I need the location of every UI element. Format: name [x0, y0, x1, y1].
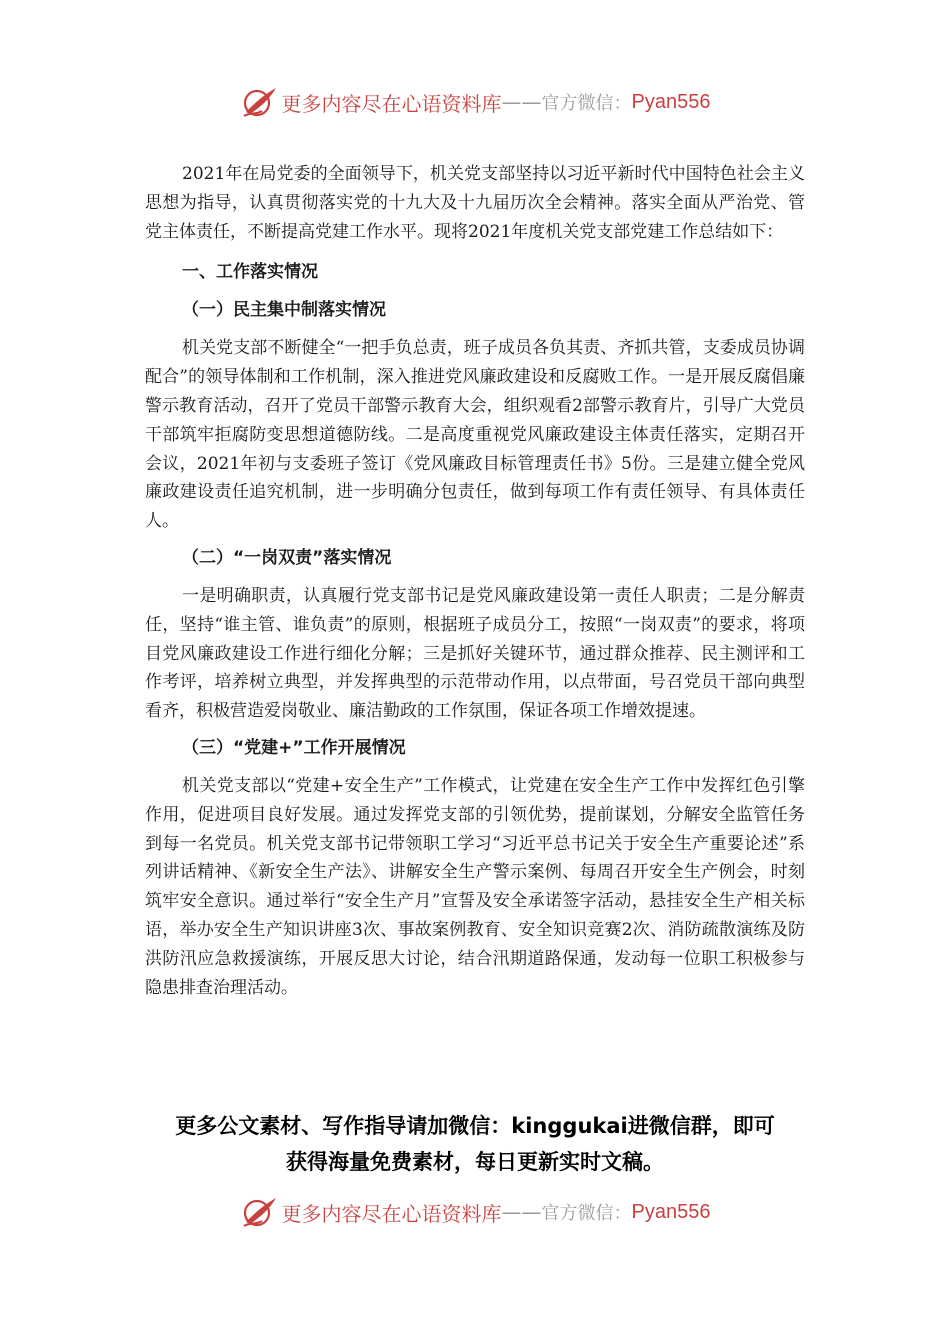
subsection-2-paragraph: 一是明确职责，认真履行党支部书记是党风廉政建设第一责任人职责；二是分解责任，坚持“谁主管、谁负责”的原则，根据班子成员分工，按照“一岗双责”的要求，将项目党风廉政建设工作进行细化分解；三是抓好关键环节，通过群众推荐、民主测评和工作考评，培养树立典型，并发挥典型的示范带动作用，以点带面，号召党员干部向典型看齐，积极营造爱岗敬业、廉洁勤政的工作氛围，保证各项工作增效提速。 — [145, 585, 805, 722]
banner-wechat-handle: Pyan556 — [631, 1200, 711, 1223]
quill-ribbon-icon — [240, 82, 280, 122]
banner-content — [240, 1192, 711, 1232]
subsection-1-paragraph: 机关党支部不断健全“一把手负总责，班子成员各负其责、齐抓共管，支委成员协调配合”的领导体制和工作机制，深入推进党风廉政建设和反腐败工作。一是开展反腐倡廉警示教育活动，召开了党员干部警示教育大会，组织观看2部警示教育片，引导广大党员干部筑牢拒腐防变思想道德防线。二是高度重视党风廉政建设主体责任落实，定期召开会议，2021年初与支委班子签订《党风廉政目标管理责任书》5份。三是建立健全党风廉政建设责任追究机制，进一步明确分包责任，做到每项工作有责任领导、有具体责任人。 — [145, 338, 805, 532]
promo-block — [100, 1108, 850, 1180]
subsection-heading-1: （一）民主集中制落实情况 — [182, 300, 386, 321]
banner-wechat-label: 官方微信： — [541, 1203, 632, 1224]
promo-line-1: 更多公文素材、写作指导请加微信：kinggukai进微信群，即可 — [175, 1114, 775, 1138]
section-heading: 一、工作落实情况 — [182, 262, 318, 283]
banner-site-name: 更多内容尽在心语资料库 — [281, 91, 502, 116]
subsection-heading-3: （三）“党建+”工作开展情况 — [182, 737, 406, 758]
banner-wechat-label: 官方微信： — [541, 93, 632, 114]
subsection-3-paragraph: 机关党支部以“党建+安全生产”工作模式，让党建在安全生产工作中发挥红色引擎作用，促进项目良好发展。通过发挥党支部的引领优势，提前谋划，分解安全监管任务到每一名党员。机关党支部书记带领职工学习“习近平总书记关于安全生产重要论述”系列讲话精神、《新安全生产法》、讲解安全生产警示案例、每周召开安全生产例会，时刻筑牢安全意识。通过举行“安全生产月”宣誓及安全承诺签字活动，悬挂安全生产相关标语，举办安全生产知识讲座3次、事故案例教育、安全知识竞赛2次、消防疏散演练及防洪防汛应急救援演练，开展反思大讨论，结合汛期道路保通，发动每一位职工积极参与隐患排查治理活动。 — [145, 775, 805, 998]
banner-wechat-handle: Pyan556 — [631, 90, 711, 113]
promo-line-2: 获得海量免费素材，每日更新实时文稿。 — [286, 1150, 664, 1174]
banner-content — [240, 82, 711, 122]
header-banner — [0, 80, 950, 124]
banner-site-name: 更多内容尽在心语资料库 — [281, 1201, 502, 1226]
footer-banner — [0, 1190, 950, 1234]
intro-paragraph: 2021年在局党委的全面领导下，机关党支部坚持以习近平新时代中国特色社会主义思想为指导，认真贯彻落实党的十九大及十九届历次全会精神。落实全面从严治党、管党主体责任，不断提高党建工作水平。现将2021年度机关党支部党建工作总结如下： — [145, 164, 805, 242]
banner-dash: —— — [501, 90, 542, 114]
quill-ribbon-icon — [240, 1192, 280, 1232]
banner-dash: —— — [501, 1200, 542, 1224]
subsection-heading-2: （二）“一岗双责”落实情况 — [182, 547, 392, 568]
document-body — [145, 160, 805, 1002]
